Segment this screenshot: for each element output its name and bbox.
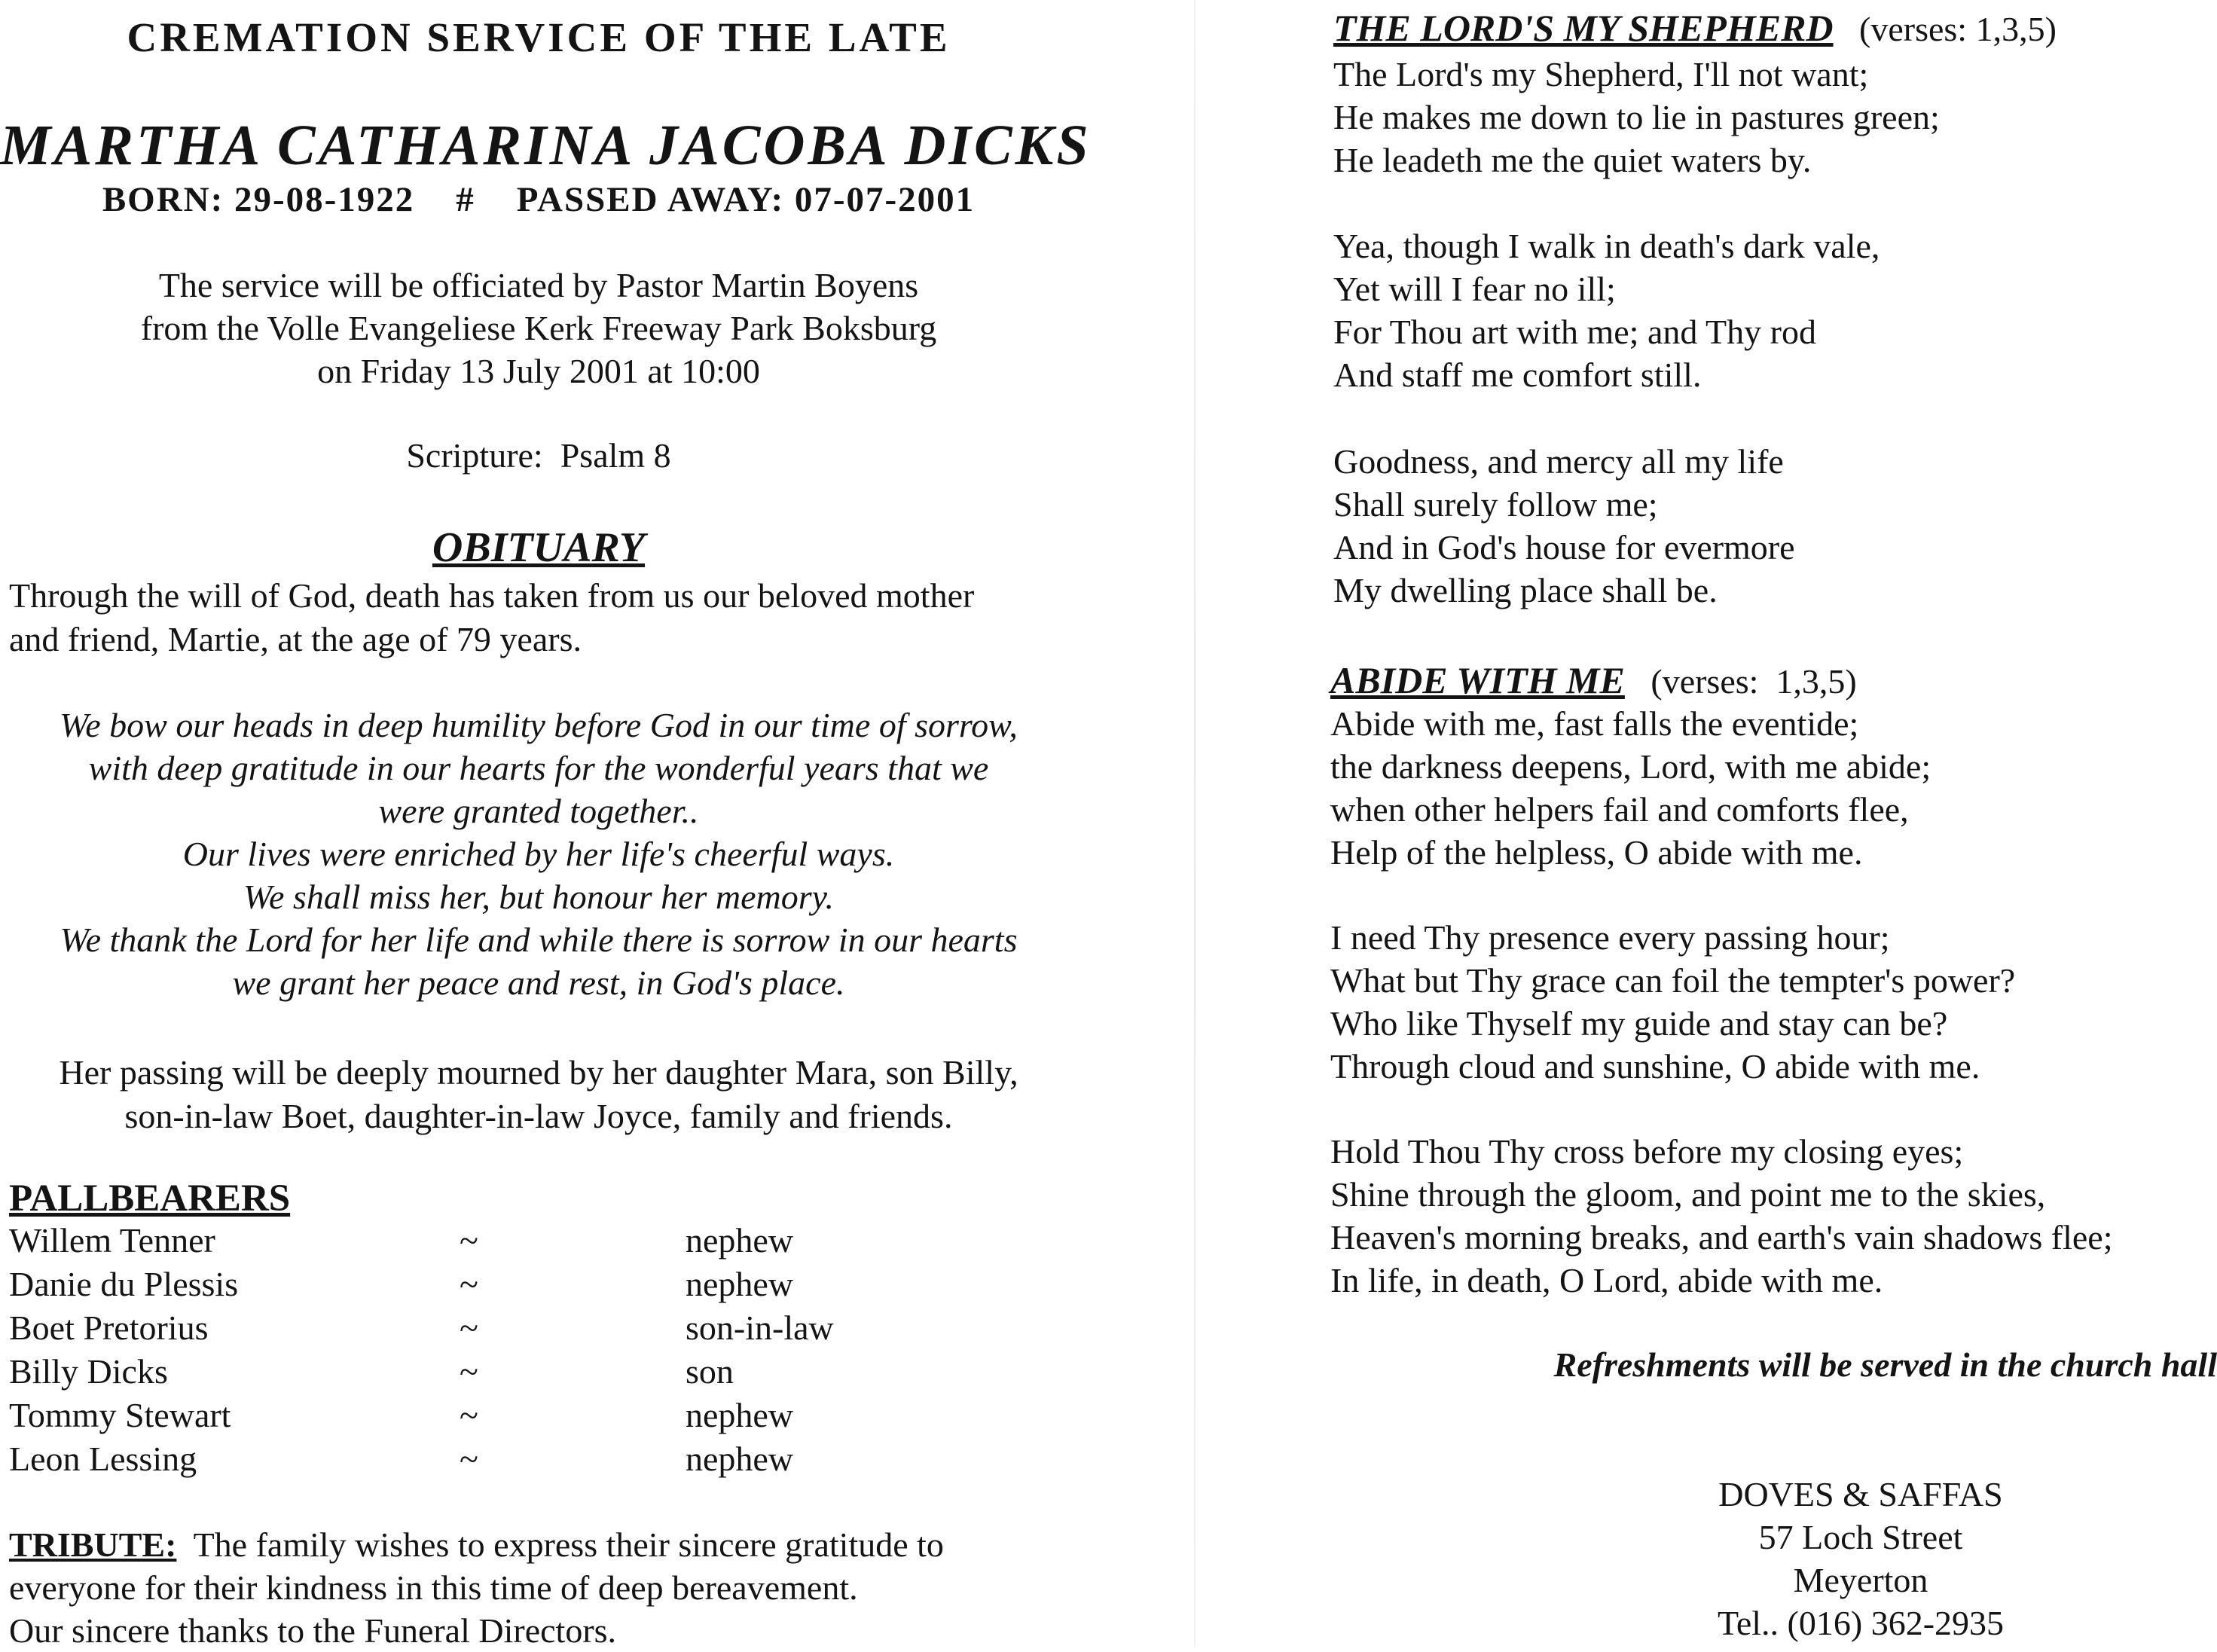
obituary-line: Through the will of God, death has taken from us our beloved mother [9, 576, 975, 615]
directors-line: 57 Loch Street [1758, 1518, 1963, 1556]
lyric-line: I need Thy presence every passing hour; [1330, 918, 1890, 957]
verse-line: We bow our heads in deep humility before God in our time of sorrow, [60, 706, 1018, 744]
pallbearer-name: Tommy Stewart [9, 1396, 231, 1434]
page-fold [1194, 0, 1196, 1647]
deceased-name: MARTHA CATHARINA JACOBA DICKS [0, 114, 1092, 177]
pallbearer-name: Leon Lessing [9, 1440, 197, 1478]
pallbearer-relation: nephew [686, 1396, 794, 1434]
verse-line: with deep gratitude in our hearts for the wonderful years that we [88, 749, 989, 787]
pallbearer-relation: nephew [686, 1265, 794, 1303]
lyric-line: Shine through the gloom, and point me to the skies, [1330, 1175, 2046, 1214]
service-line: from the Volle Evangeliese Kerk Freeway Park Boksburg [140, 309, 937, 347]
hymn1-stanza [1333, 440, 2215, 612]
hymn1-verses: (verses: 1,3,5) [1859, 10, 2057, 48]
obituary-title: OBITUARY [432, 524, 646, 571]
verse-line: we grant her peace and rest, in God's place. [232, 963, 845, 1002]
directors-line: Meyerton [1793, 1561, 1928, 1599]
tribute-line: everyone for their kindness in this time of deep bereavement. [9, 1568, 858, 1607]
hymn2-verses: (verses: 1,3,5) [1651, 662, 1857, 701]
lyric-line: And staff me comfort still. [1333, 356, 1702, 394]
lyric-line: What but Thy grace can foil the tempter's power? [1330, 961, 2016, 1000]
tilde-separator: ~ [460, 1265, 478, 1303]
lyric-line: He leadeth me the quiet waters by. [1333, 141, 1812, 179]
pallbearer-row [9, 1308, 988, 1351]
pallbearer-relation: nephew [686, 1440, 794, 1478]
lyric-line: Abide with me, fast falls the eventide; [1330, 704, 1859, 743]
tilde-separator: ~ [460, 1440, 478, 1478]
directors-line: DOVES & SAFFAS [1718, 1475, 2003, 1513]
mourners-line: son-in-law Boet, daughter-in-law Joyce, family and friends. [124, 1097, 953, 1135]
lyric-line: Goodness, and mercy all my life [1333, 442, 1784, 481]
lyric-line: My dwelling place shall be. [1333, 571, 1718, 609]
hymn2-title: ABIDE WITH ME [1330, 659, 1625, 701]
life-dates: BORN: 29-08-1922 # PASSED AWAY: 07-07-2001 [102, 180, 976, 219]
pallbearer-row [9, 1395, 988, 1439]
lyric-line: He makes me down to lie in pastures green; [1333, 98, 1940, 136]
pallbearer-row [9, 1220, 988, 1264]
hymn2-stanza [1330, 702, 2212, 874]
pallbearer-row [9, 1439, 988, 1483]
service-heading: CREMATION SERVICE OF THE LATE [127, 14, 951, 60]
hymn2-header [1330, 658, 1857, 702]
pallbearer-name: Willem Tenner [9, 1221, 215, 1260]
obituary-verse [0, 704, 1077, 1004]
lyric-line: Hold Thou Thy cross before my closing eyes; [1330, 1132, 1964, 1171]
pallbearer-relation: son-in-law [686, 1308, 834, 1347]
lyric-line: Who like Thyself my guide and stay can be? [1330, 1004, 1948, 1043]
mourners-paragraph [0, 1051, 1077, 1138]
refreshments-note: Refreshments will be served in the church hall [1553, 1345, 2217, 1384]
tribute-text: The family wishes to express their sincere gratitude to [193, 1525, 944, 1564]
verse-line: We thank the Lord for her life and while there is sorrow in our hearts [60, 921, 1018, 959]
pallbearer-relation: son [686, 1352, 734, 1391]
lyric-line: Shall surely follow me; [1333, 485, 1658, 524]
scripture-reading: Scripture: Psalm 8 [406, 436, 671, 475]
hymn2-stanza [1330, 916, 2212, 1088]
tribute-line [9, 1523, 1079, 1566]
obituary-intro [9, 574, 1086, 661]
verse-line: were granted together.. [378, 792, 699, 830]
pallbearer-row [9, 1264, 988, 1308]
tilde-separator: ~ [460, 1352, 478, 1391]
pallbearer-name: Billy Dicks [9, 1352, 168, 1391]
pallbearer-name: Danie du Plessis [9, 1265, 239, 1303]
right-page [1311, 0, 2217, 1647]
pallbearers-title: PALLBEARERS [9, 1177, 291, 1220]
lyric-line: The Lord's my Shepherd, I'll not want; [1333, 55, 1869, 93]
mourners-line: Her passing will be deeply mourned by her daughter Mara, son Billy, [59, 1053, 1018, 1092]
service-line: on Friday 13 July 2001 at 10:00 [317, 352, 760, 390]
hymn1-header [1333, 6, 2057, 50]
lyric-line: Heaven's morning breaks, and earth's vain shadows flee; [1330, 1218, 2113, 1257]
pallbearers-table [9, 1220, 988, 1483]
lyric-line: when other helpers fail and comforts flee, [1330, 790, 1909, 829]
verse-line: Our lives were enriched by her life's cheerful ways. [182, 835, 895, 873]
left-page [0, 0, 1092, 1650]
pallbearer-relation: nephew [686, 1221, 794, 1260]
tribute-line: Our sincere thanks to the Funeral Directors. [9, 1611, 617, 1650]
tribute-paragraph [9, 1523, 1079, 1652]
hymn1-stanza [1333, 53, 2215, 182]
hymn2-stanza [1330, 1130, 2212, 1302]
verse-line: We shall miss her, but honour her memory. [243, 878, 835, 916]
service-details [0, 264, 1077, 392]
lyric-line: Through cloud and sunshine, O abide with me. [1330, 1047, 1980, 1086]
tribute-label: TRIBUTE: [9, 1525, 177, 1564]
hymn1-stanza [1333, 224, 2215, 396]
funeral-directors [1635, 1473, 2087, 1644]
lyric-line: In life, in death, O Lord, abide with me. [1330, 1261, 1883, 1299]
pallbearer-name: Boet Pretorius [9, 1308, 209, 1347]
lyric-line: For Thou art with me; and Thy rod [1333, 313, 1816, 351]
pallbearer-row [9, 1351, 988, 1395]
lyric-line: And in God's house for evermore [1333, 528, 1795, 566]
tilde-separator: ~ [460, 1396, 478, 1434]
tilde-separator: ~ [460, 1308, 478, 1347]
service-line: The service will be officiated by Pastor Martin Boyens [158, 266, 919, 304]
obituary-line: and friend, Martie, at the age of 79 years. [9, 620, 582, 658]
hymn1-title: THE LORD'S MY SHEPHERD [1333, 7, 1834, 49]
directors-line: Tel.. (016) 362-2935 [1717, 1604, 2005, 1642]
lyric-line: Yea, though I walk in death's dark vale, [1333, 227, 1880, 265]
lyric-line: the darkness deepens, Lord, with me abide; [1330, 747, 1931, 786]
tilde-separator: ~ [460, 1221, 478, 1260]
lyric-line: Yet will I fear no ill; [1333, 270, 1616, 308]
lyric-line: Help of the helpless, O abide with me. [1330, 833, 1863, 872]
